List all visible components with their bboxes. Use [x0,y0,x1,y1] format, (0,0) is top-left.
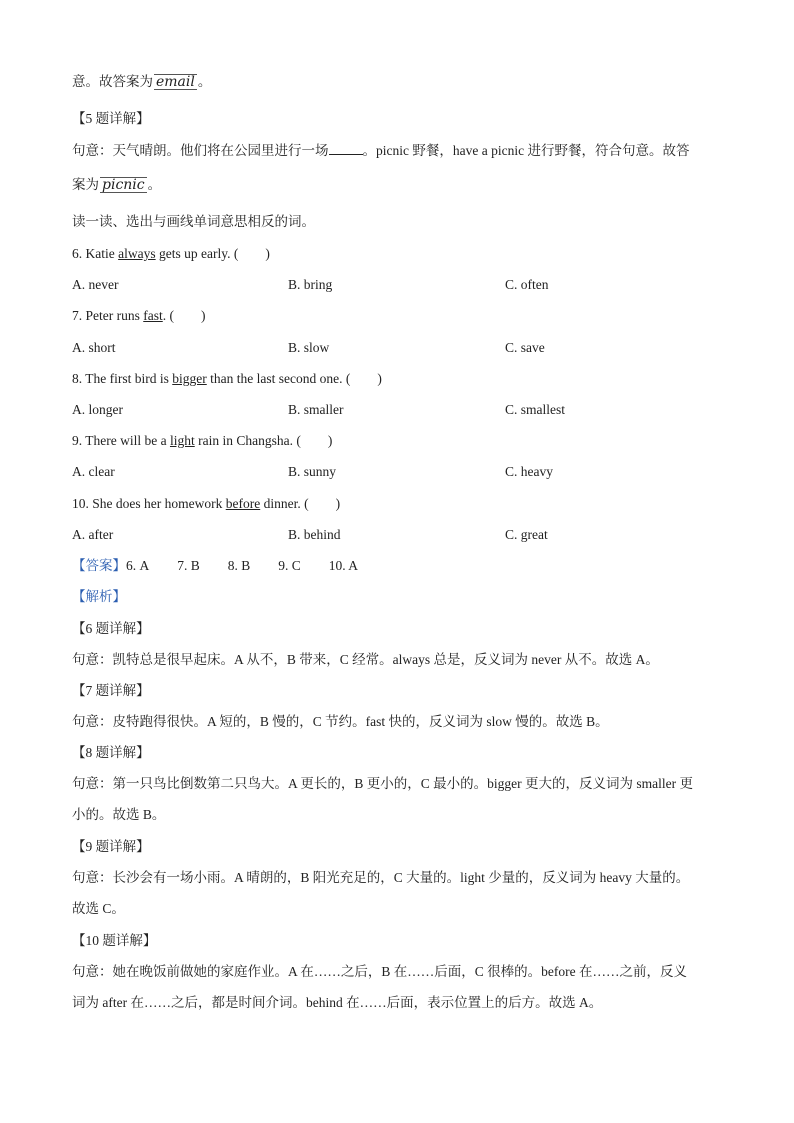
q4-answer-suffix: 。 [197,74,212,89]
option-c: C. smallest [505,402,565,417]
answer-key [72,557,358,575]
q4-handwritten-answer: email [156,74,195,90]
question-text-end: rain in Changsha. ( ) [194,433,333,448]
question-6 [72,245,270,263]
underlined-word: before [225,496,261,511]
answer-item: 7. B [177,558,200,573]
section-instruction: 读一读、选出与画线单词意思相反的词。 [72,214,315,229]
detail-7-title: 【7 题详解】 [72,683,150,698]
detail-8-title: 【8 题详解】 [72,745,150,760]
question-8 [72,370,382,388]
option-a: A. clear [72,464,115,479]
option-a: A. longer [72,402,123,417]
option-b: B. slow [288,340,330,355]
detail-6-text: 句意：凯特总是很早起床。A 从不，B 带来，C 经常。always 总是，反义词为 never 从不。故选 A。 [72,652,659,667]
detail-10-text-2: 词为 after 在……之后，都是时间介词。behind 在……后面，表示位置上的后方。故选 A。 [72,995,603,1010]
detail-9-title: 【9 题详解】 [72,839,150,854]
question-text-end: . ( ) [162,308,206,323]
detail-10-text-1: 句意：她在晚饭前做她的家庭作业。A 在……之后，B 在……后面，C 很棒的。before 在……之前，反义 [72,964,687,979]
q4-answer-prefix: 意。故答案为 [72,74,153,89]
option-b: B. behind [288,527,341,542]
underlined-word: light [169,433,195,448]
underlined-word: always [118,246,156,261]
option-b: B. bring [288,277,333,292]
question-text-end: dinner. ( ) [260,496,341,511]
answer-item: 8. B [227,558,251,573]
option-a: A. after [72,527,114,542]
option-b: B. smaller [288,402,344,417]
q5-title: 【5 题详解】 [72,111,150,126]
question-text: 10. She does her homework [72,496,226,511]
option-a: A. never [72,277,119,292]
detail-9-text-2: 故选 C。 [72,901,125,916]
q5-line2-suffix: 。 [147,177,162,192]
detail-8-text-2: 小的。故选 B。 [72,807,166,822]
q5-line1-text: 句意：天气晴朗。他们将在公园里进行一场 [72,143,329,158]
option-c: C. save [505,340,545,355]
q4-answer-line [72,73,211,91]
answer-item: 10. A [328,558,359,573]
question-text: 8. The first bird is [72,371,173,386]
option-c: C. heavy [505,464,553,479]
option-c: C. great [505,527,548,542]
question-9 [72,432,332,450]
q5-explanation-line2 [72,176,161,194]
answer-item: 9. C [278,558,301,573]
q5-explanation-line1 [72,142,689,160]
underlined-word: bigger [172,371,207,386]
detail-8-text-1: 句意：第一只鸟比倒数第二只鸟大。A 更长的，B 更小的，C 最小的。bigger 更大的，反义词为 smaller 更 [72,776,693,791]
question-text: 6. Katie [72,246,119,261]
q5-line2-prefix: 案为 [72,177,99,192]
q5-line1-after: 。picnic 野餐，have a picnic 进行野餐，符合句意。故答 [362,143,690,158]
question-10 [72,495,340,513]
detail-7-text: 句意：皮特跑得很快。A 短的，B 慢的，C 节约。fast 快的，反义词为 slow 慢的。故选 B。 [72,714,609,729]
question-7 [72,307,206,325]
question-text: 7. Peter runs [72,308,144,323]
analysis-label: 【解析】 [72,589,126,604]
option-c: C. often [505,277,549,292]
option-b: B. sunny [288,464,337,479]
answer-item: 6. A [126,558,150,573]
answer-key-label: 【答案】 [72,558,126,573]
question-text-end: than the last second one. ( ) [206,371,382,386]
q5-blank [329,142,363,155]
detail-6-title: 【6 题详解】 [72,621,150,636]
question-text-end: gets up early. ( ) [155,246,270,261]
option-a: A. short [72,340,116,355]
q5-handwritten-answer: picnic [102,177,145,193]
detail-9-text-1: 句意：长沙会有一场小雨。A 晴朗的，B 阳光充足的，C 大量的。light 少量的，反义词为 heavy 大量的。 [72,870,690,885]
question-text: 9. There will be a [72,433,170,448]
detail-10-title: 【10 题详解】 [72,933,157,948]
underlined-word: fast [143,308,163,323]
